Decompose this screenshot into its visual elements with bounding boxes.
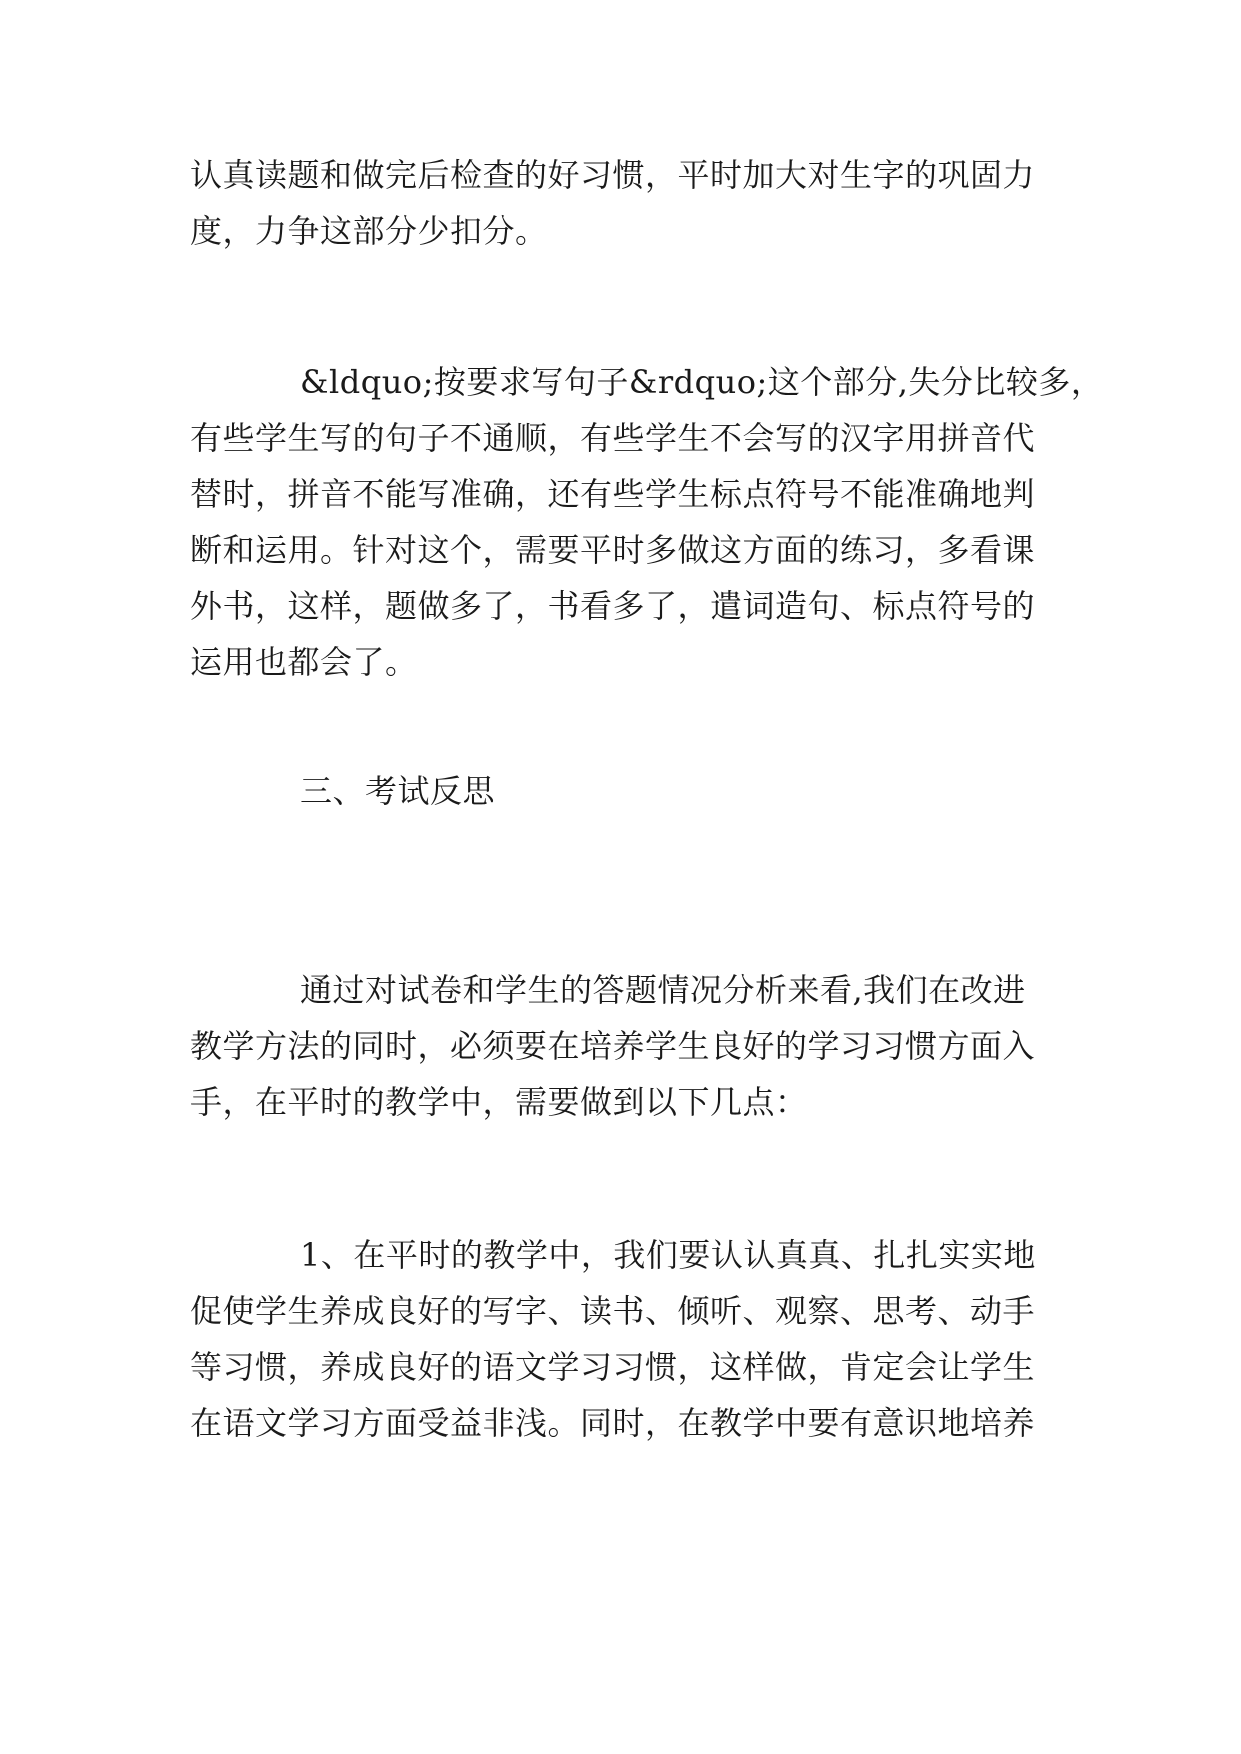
paragraph-continuation	[190, 147, 1050, 259]
paragraph-line: 外书，这样，题做多了，书看多了，遣词造句、标点符号的	[190, 587, 1036, 625]
paragraph-line: 手，在平时的教学中，需要做到以下几点：	[190, 1083, 808, 1121]
paragraph-point-1	[190, 1227, 1050, 1451]
paragraph-line: 断和运用。针对这个，需要平时多做这方面的练习，多看课	[190, 531, 1036, 569]
paragraph-line: 等习惯，养成良好的语文学习习惯，这样做，肯定会让学生	[190, 1348, 1036, 1386]
paragraph-line: 在语文学习方面受益非浅。同时，在教学中要有意识地培养	[190, 1404, 1036, 1442]
section-heading-text: 三、考试反思	[300, 772, 496, 810]
paragraph-line: 替时，拼音不能写准确，还有些学生标点符号不能准确地判	[190, 475, 1036, 513]
paragraph-line: &ldquo;按要求写句子&rdquo;这个部分,失分比较多，	[300, 363, 1104, 401]
paragraph-line: 1、在平时的教学中，我们要认认真真、扎扎实实地	[300, 1236, 1036, 1274]
section-heading	[190, 763, 1050, 819]
paragraph-sentence-writing	[190, 354, 1104, 690]
paragraph-line: 促使学生养成良好的写字、读书、倾听、观察、思考、动手	[190, 1292, 1036, 1330]
paragraph-line: 认真读题和做完后检查的好习惯，平时加大对生字的巩固力	[190, 156, 1036, 194]
paragraph-line: 教学方法的同时，必须要在培养学生良好的学习习惯方面入	[190, 1027, 1036, 1065]
paragraph-line: 度，力争这部分少扣分。	[190, 212, 548, 250]
paragraph-line: 通过对试卷和学生的答题情况分析来看,我们在改进	[300, 971, 1026, 1009]
paragraph-reflection	[190, 962, 1050, 1130]
paragraph-line: 运用也都会了。	[190, 643, 418, 681]
paragraph-line: 有些学生写的句子不通顺，有些学生不会写的汉字用拼音代	[190, 419, 1036, 457]
